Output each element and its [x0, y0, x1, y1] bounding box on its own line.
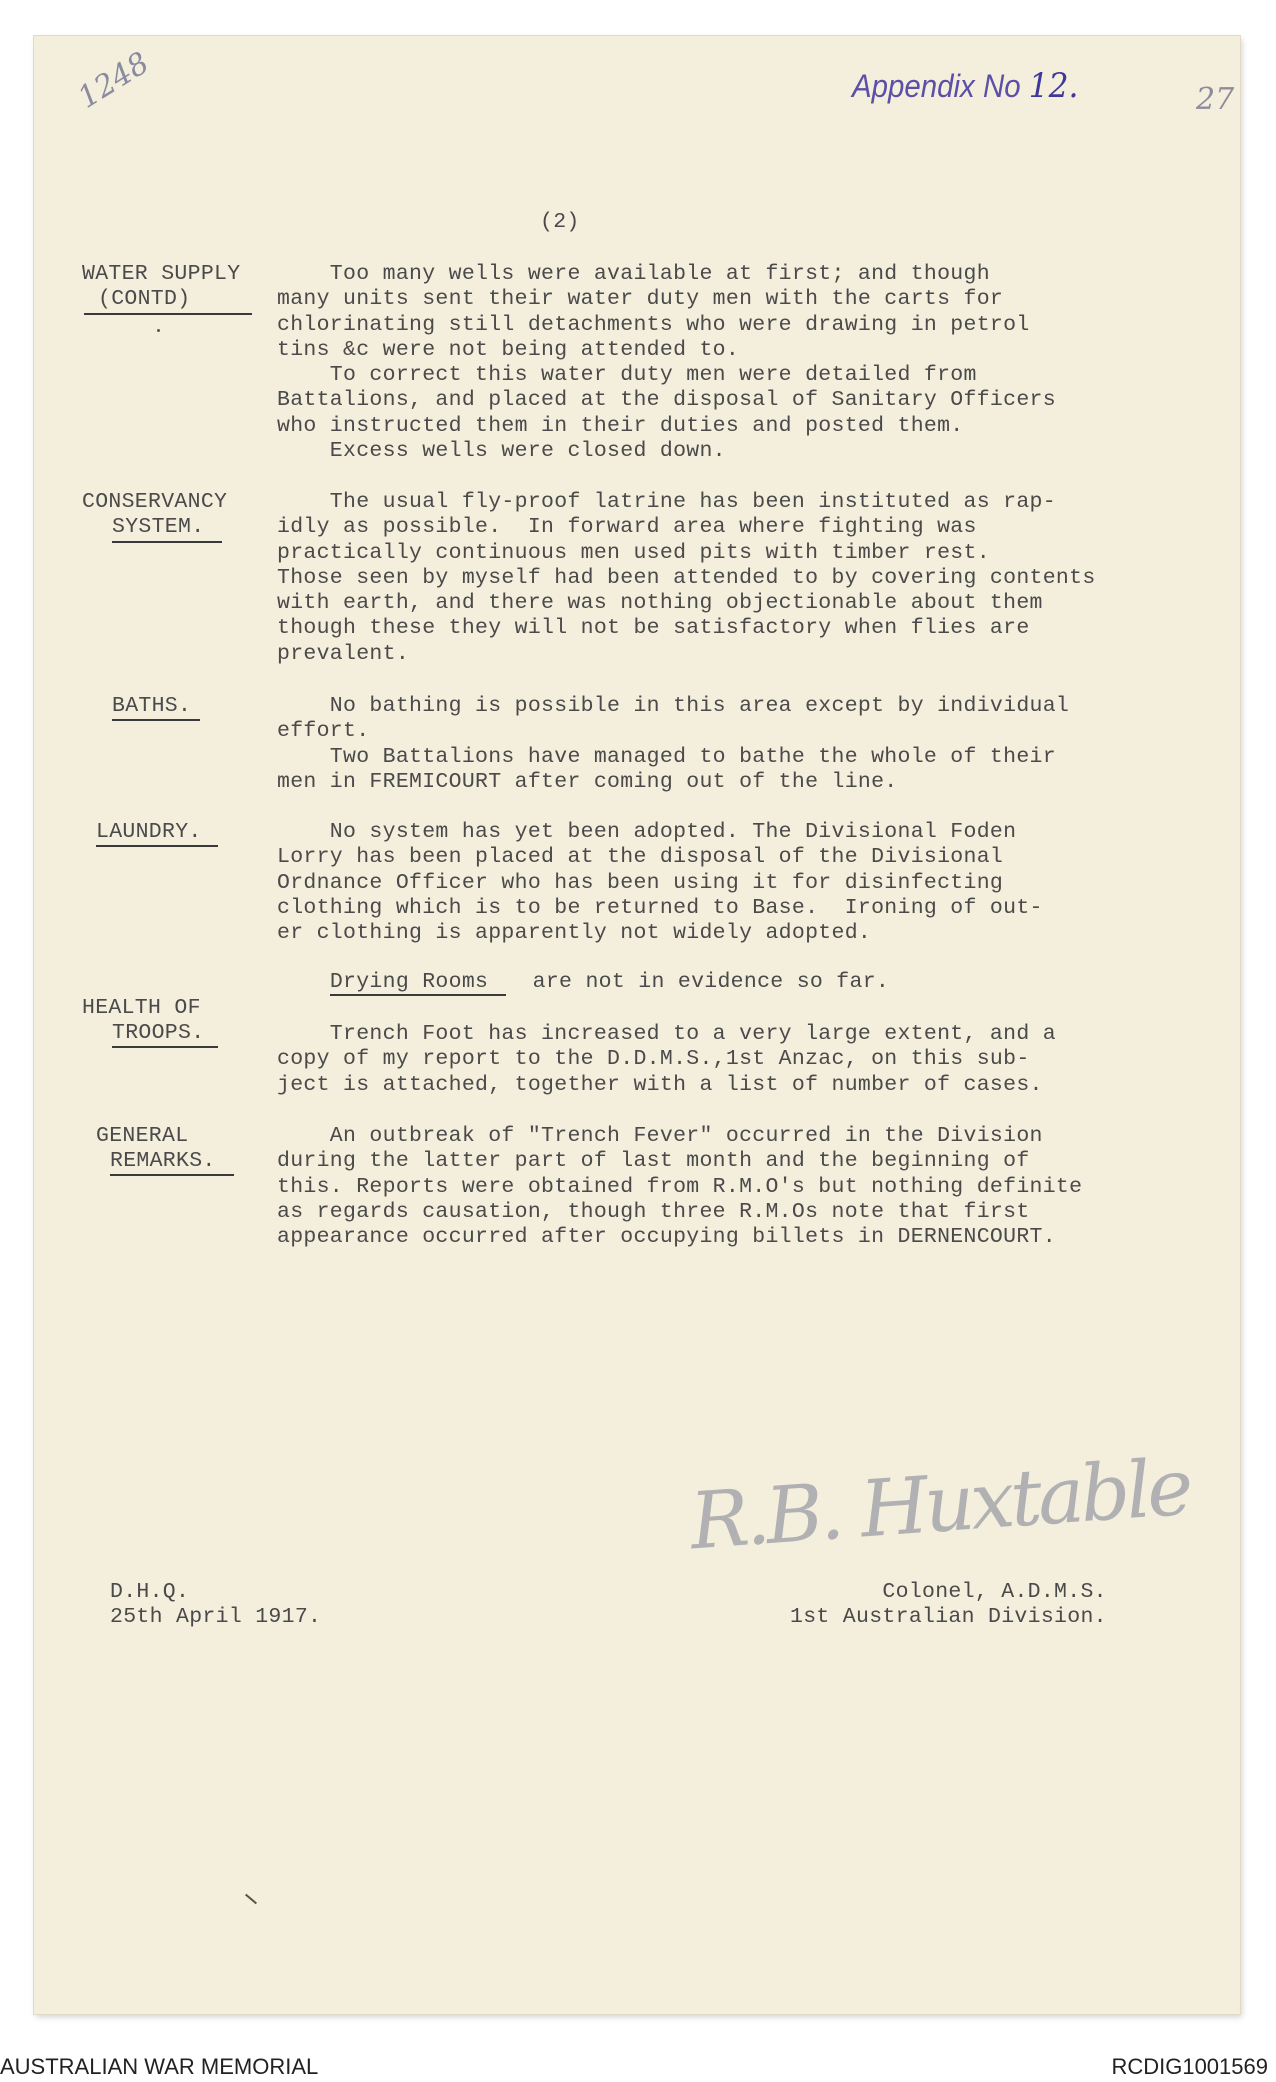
heading-underline [112, 541, 222, 543]
footer-record-id: RCDIG1001569 [1111, 2054, 1268, 2079]
ink-dot [157, 329, 160, 332]
page-number: 27 [1196, 82, 1235, 117]
section-body-conservancy-system: The usual fly-proof latrine has been instituted as rap- idly as possible. In forward area where fighting was practically continuous men used pits with timber rest. Those seen by myself had been attended to by covering contents with earth, and there was nothing objectionable about them though these they will not be satisfactory when flies are prevalent. [277, 490, 1096, 666]
heading-underline [84, 313, 252, 315]
heading-line: TROOPS. [112, 1021, 205, 1045]
heading-line: LAUNDRY. [96, 820, 202, 844]
origin: D.H.Q. [110, 1580, 190, 1604]
heading-health-of-troops [82, 996, 204, 1046]
heading-line: GENERAL [96, 1124, 189, 1148]
subheading-text: are not in evidence so far. [506, 970, 890, 994]
heading-underline [96, 845, 218, 847]
appendix-number: 12. [1028, 66, 1079, 106]
heading-underline [110, 1174, 234, 1176]
heading-line: HEALTH OF [82, 996, 201, 1020]
date: 25th April 1917. [110, 1605, 322, 1629]
appendix-label: Appendix No [852, 68, 1021, 104]
appendix-stamp [852, 66, 1079, 106]
origin-and-date [110, 1580, 321, 1630]
heading-conservancy-system [82, 490, 227, 540]
section-body-general-remarks: An outbreak of "Trench Fever" occurred in the Division during the latter part of last month and the beginning of this. Reports were obtained from R.M.O's but nothing definite as regards causation, though three R.M.Os note that first appearance occurred after occupying billets in DERNENCOURT. [277, 1124, 1083, 1250]
heading-line: BATHS. [112, 694, 192, 718]
heading-water-supply [82, 262, 240, 312]
section-body-laundry: No system has yet been adopted. The Divisional Foden Lorry has been placed at the disposal of the Divisional Ordnance Officer who has been using it for disinfecting clothing which is to be returned to Base. Ironing of out- er clothing is apparently not widely adopted. [277, 820, 1043, 946]
section-body-water-supply: Too many wells were available at first; and though many units sent their water duty men with the carts for chlorinating still detachments who were drawing in petrol tins &c were not being attended to. To correct this water duty men were detailed from Battalions, and placed at the disposal of Sanitary Officers who instructed them in their duties and posted them. Excess wells were closed down. [277, 262, 1056, 464]
page-label: (2) [540, 210, 580, 234]
signature: R.B. Huxtable [687, 1442, 1193, 1568]
section-body-baths: No bathing is possible in this area except by individual effort. Two Battalions have managed to bathe the whole of their men in FREMICOURT after coming out of the line. [277, 694, 1070, 794]
archive-number: 1248 [72, 45, 156, 116]
signer-block [790, 1580, 1107, 1630]
heading-line: SYSTEM. [112, 515, 205, 539]
heading-line: CONSERVANCY [82, 490, 228, 514]
heading-line: WATER SUPPLY [82, 262, 241, 286]
heading-laundry [96, 820, 202, 845]
signer-unit: 1st Australian Division. [790, 1605, 1107, 1629]
footer-archive-name: AUSTRALIAN WAR MEMORIAL [0, 2054, 319, 2079]
section-body-health-of-troops: Trench Foot has increased to a very large extent, and a copy of my report to the D.D.M.S.,1st Anzac, on this sub- ject is attached, together with a list of number of cases. [277, 1022, 1056, 1097]
heading-underline [112, 1046, 218, 1048]
signer-title: Colonel, A.D.M.S. [882, 1580, 1107, 1604]
subheading-drying-rooms: Drying Rooms [330, 970, 506, 996]
heading-line: REMARKS. [110, 1149, 216, 1173]
heading-baths [112, 694, 191, 719]
heading-general-remarks [96, 1124, 216, 1174]
heading-underline [112, 719, 200, 721]
heading-line: (CONTD) [98, 287, 191, 311]
